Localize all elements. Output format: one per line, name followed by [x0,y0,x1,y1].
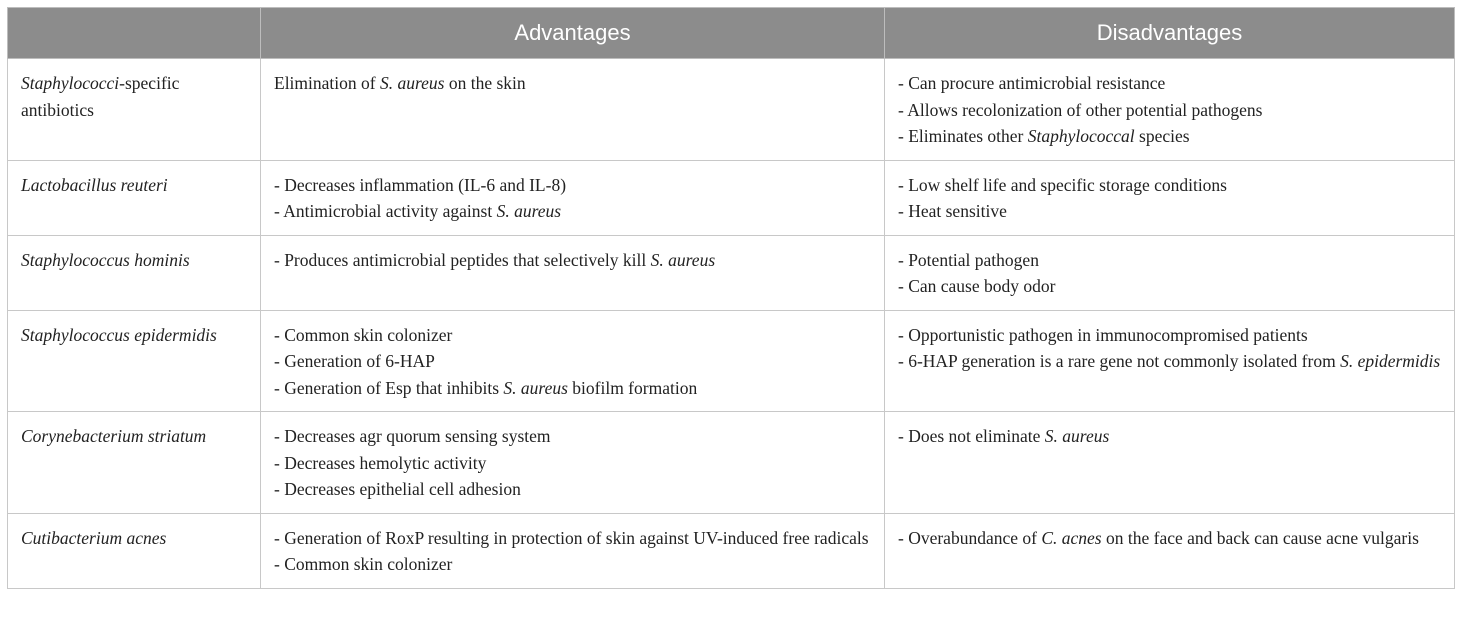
advantages-line [274,476,871,503]
table-row [8,412,1455,514]
header-disadvantages: Disadvantages [885,8,1455,59]
disadvantages-line [898,247,1441,274]
line-text-suffix: biofilm formation [567,377,698,398]
table-row [8,513,1455,588]
disadvantages-line [898,348,1441,375]
line-text: - Low shelf life and specific storage conditions [898,174,1227,195]
organism-cell [8,513,261,588]
advantages-cell [261,160,885,235]
line-italic-text: S. aureus [650,249,716,270]
advantages-line [274,450,871,477]
disadvantages-line [898,70,1441,97]
organism-cell [8,160,261,235]
line-text: - Can procure antimicrobial resistance [898,73,1166,93]
line-text-suffix: species [1134,126,1190,146]
advantages-cell [261,59,885,161]
table-body [8,59,1455,589]
advantages-line [274,551,871,578]
advantages-cell [261,235,885,310]
advantages-line [274,423,871,450]
disadvantages-cell [885,513,1455,588]
line-text: - Overabundance of [898,527,1042,548]
disadvantages-line [898,525,1441,552]
line-text: - Decreases epithelial cell adhesion [274,479,521,499]
header-advantages: Advantages [261,8,885,59]
advantages-line [274,247,871,274]
line-text: - Common skin colonizer [274,554,453,574]
line-text: - Generation of 6-HAP [274,351,435,371]
organism-cell [8,310,261,412]
line-italic-text: S. aureus [496,201,562,221]
line-text: - Produces antimicrobial peptides that selectively kill [274,249,651,270]
disadvantages-line [898,123,1441,150]
header-row [8,8,1455,59]
line-italic-text: S. epidermidis [1340,351,1441,371]
line-italic-text: S. aureus [503,377,568,398]
advantages-cell [261,412,885,514]
organism-name: Corynebacterium striatum [21,426,207,446]
table-row [8,310,1455,412]
table-row [8,160,1455,235]
header-organism [8,8,261,59]
organism-cell [8,412,261,514]
advantages-cell [261,513,885,588]
line-text: - Generation of RoxP resulting in protection of skin against UV-induced free radicals [274,527,869,548]
line-text: - Allows recolonization of other potential pathogens [898,99,1263,120]
organism-cell [8,59,261,161]
disadvantages-line [898,322,1441,349]
advantages-line [274,172,871,199]
advantages-line [274,375,871,402]
line-text: - Can cause body odor [898,276,1056,296]
organism-name: Staphylococcus hominis [21,249,190,270]
table-row [8,59,1455,161]
advantages-line [274,348,871,375]
advantages-line [274,70,871,97]
table-row [8,235,1455,310]
organism-name: Staphylococcus epidermidis [21,324,217,345]
line-text: Elimination of [274,73,380,93]
line-text-suffix: on the face and back can cause acne vulgaris [1101,527,1419,548]
line-text: - Decreases agr quorum sensing system [274,426,551,446]
line-italic-text: S. aureus [379,73,445,93]
advantages-line [274,322,871,349]
line-text: - Does not eliminate [898,426,1045,446]
line-text: - Potential pathogen [898,249,1039,270]
line-italic-text: C. acnes [1041,527,1102,548]
organism-cell [8,235,261,310]
advantages-line [274,525,871,552]
line-text: - Opportunistic pathogen in immunocompromised patients [898,324,1308,345]
line-italic-text: S. aureus [1044,426,1110,446]
line-text: - Common skin colonizer [274,324,453,345]
disadvantages-line [898,172,1441,199]
line-text: - Eliminates other [898,126,1028,146]
disadvantages-cell [885,235,1455,310]
advantages-cell [261,310,885,412]
disadvantages-line [898,198,1441,225]
line-text-suffix: on the skin [444,73,526,93]
line-text: - Generation of Esp that inhibits [274,377,504,398]
organism-name: Lactobacillus reuteri [21,174,168,195]
line-text: - Antimicrobial activity against [274,201,497,221]
line-italic-text: Staphylococcal [1027,126,1135,146]
disadvantages-cell [885,412,1455,514]
line-text: - Decreases inflammation (IL-6 and IL-8) [274,174,567,195]
table-header [8,8,1455,59]
disadvantages-line [898,423,1441,450]
disadvantages-cell [885,160,1455,235]
organism-name-suffix: -specific antibiotics [21,73,180,120]
advantages-line [274,198,871,225]
line-text: - Heat sensitive [898,201,1007,221]
organism-name: Staphylococci [21,73,120,93]
comparison-table [7,7,1455,589]
disadvantages-cell [885,59,1455,161]
organism-name: Cutibacterium acnes [21,527,167,548]
disadvantages-cell [885,310,1455,412]
line-text: - 6-HAP generation is a rare gene not commonly isolated from [898,351,1341,371]
disadvantages-line [898,97,1441,124]
line-text: - Decreases hemolytic activity [274,452,487,473]
disadvantages-line [898,273,1441,300]
